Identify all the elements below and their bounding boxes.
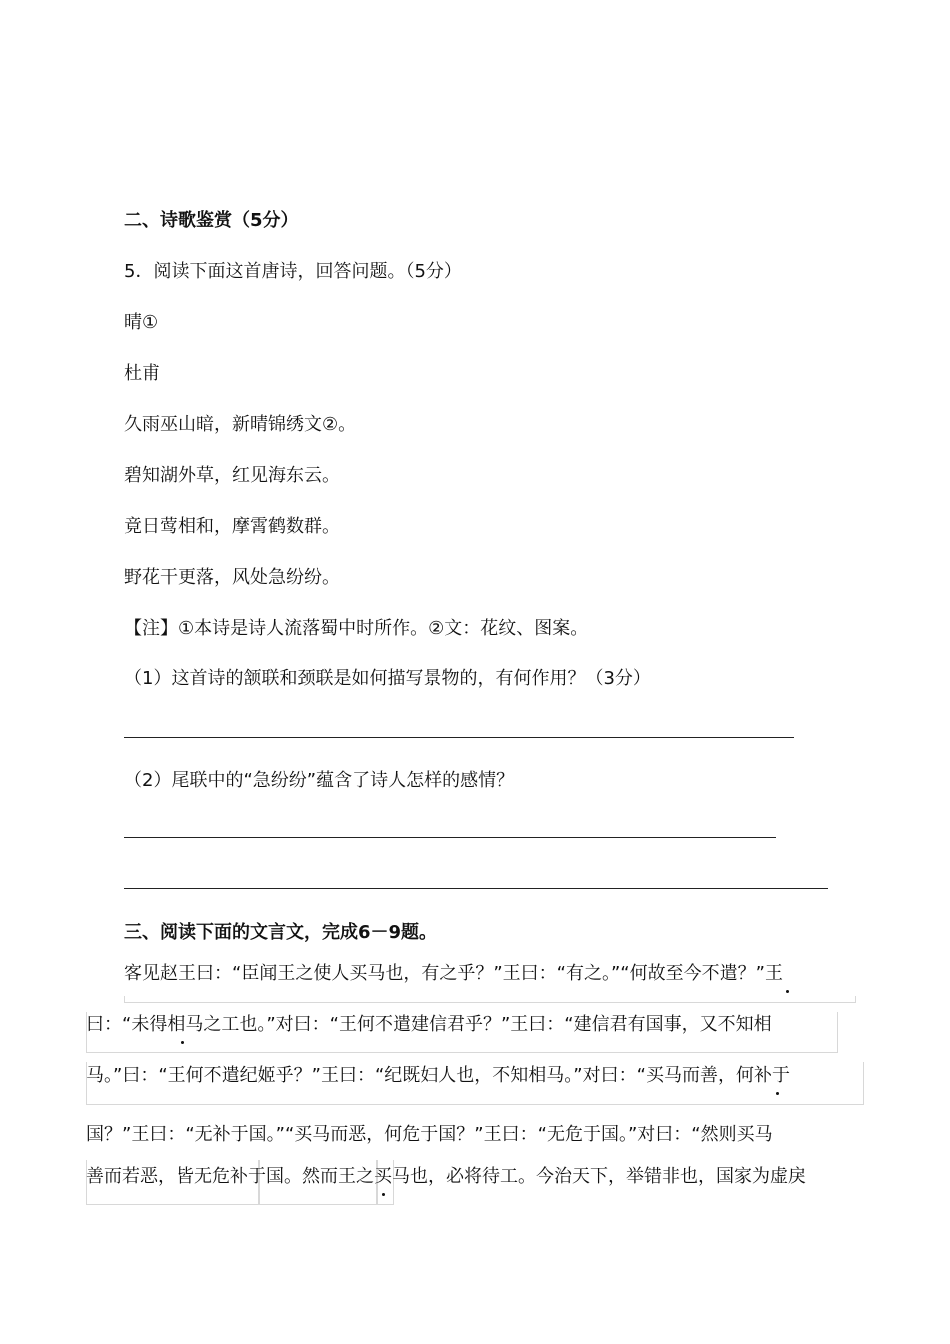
question-5-prompt: 5．阅读下面这首唐诗，回答问题。（5分）: [124, 261, 462, 282]
emphasis-dot: [382, 1193, 385, 1196]
sub-question-1: （1）这首诗的颔联和颈联是如何描写景物的，有何作用？（3分）: [124, 668, 651, 689]
answer-line[interactable]: [124, 888, 828, 889]
emphasis-dot: [776, 1092, 779, 1095]
answer-line[interactable]: [124, 737, 794, 738]
section-heading-poetry: 二、诗歌鉴赏（5分）: [124, 210, 299, 231]
text-frame: [124, 996, 856, 1003]
poem-line: 碧知湖外草，红见海东云。: [124, 465, 340, 486]
classical-text-line: 曰：“未得相马之工也。”对曰：“王何不遣建信君乎？”王曰：“建信君有国事，又不知相: [86, 1014, 772, 1035]
poem-line: 竟日莺相和，摩霄鹤数群。: [124, 516, 340, 537]
classical-text-line: 客见赵王曰：“臣闻王之使人买马也，有之乎？”王曰：“有之。”“何故至今不遣？”王: [124, 963, 783, 984]
section-heading-classical: 三、阅读下面的文言文，完成6－9题。: [124, 922, 438, 943]
classical-text-line: 国？”王曰：“无补于国。”“买马而恶，何危于国？”王曰：“无危于国。”对曰：“然则买马: [86, 1124, 773, 1145]
poem-line: 野花干更落，风处急纷纷。: [124, 567, 340, 588]
emphasis-dot: [181, 1041, 184, 1044]
poem-author: 杜甫: [124, 363, 160, 384]
emphasis-dot: [786, 990, 789, 993]
classical-text-line: 马。”曰：“王何不遣纪姬乎？”王曰：“纪既妇人也，不知相马。”对曰：“买马而善，何补于: [86, 1065, 790, 1086]
poem-note: 【注】①本诗是诗人流落蜀中时所作。②文：花纹、图案。: [124, 618, 589, 639]
poem-title: 晴①: [124, 312, 159, 333]
answer-line[interactable]: [124, 837, 776, 838]
poem-line: 久雨巫山暗，新晴锦绣文②。: [124, 414, 357, 435]
classical-text-line: 善而若恶，皆无危补于国。然而王之买马也，必将待工。今治天下，举错非也，国家为虚戾: [86, 1166, 806, 1187]
sub-question-2: （2）尾联中的“急纷纷”蕴含了诗人怎样的感情？: [124, 770, 515, 791]
